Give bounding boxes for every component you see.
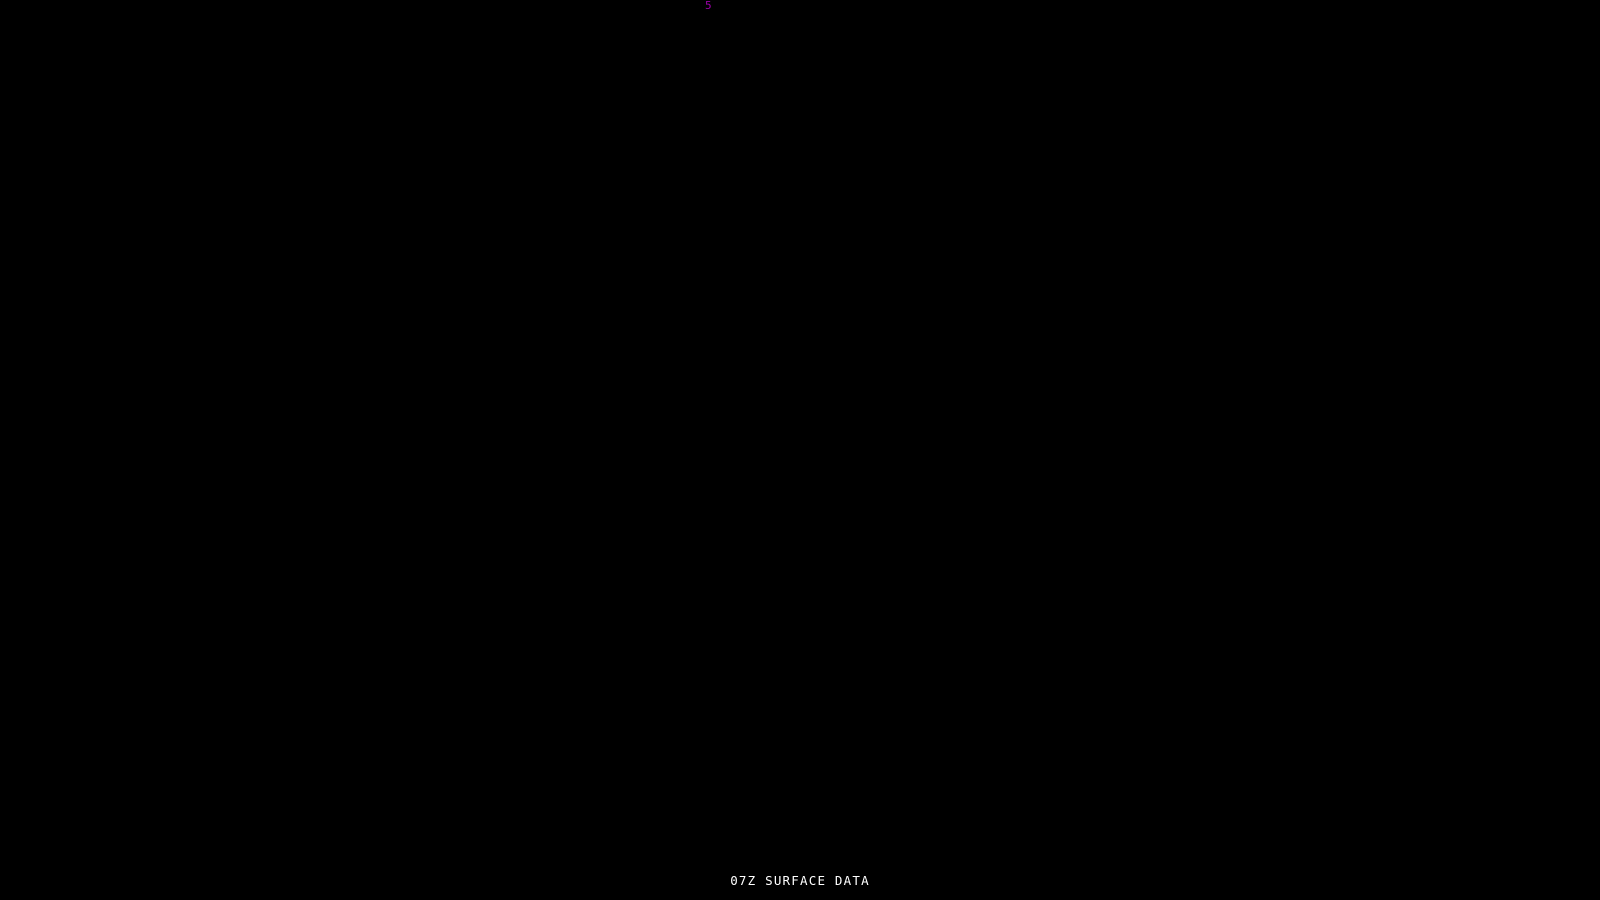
map-title-caption: 07Z SURFACE DATA bbox=[730, 873, 870, 888]
station-plot-value: 5 bbox=[705, 0, 712, 12]
